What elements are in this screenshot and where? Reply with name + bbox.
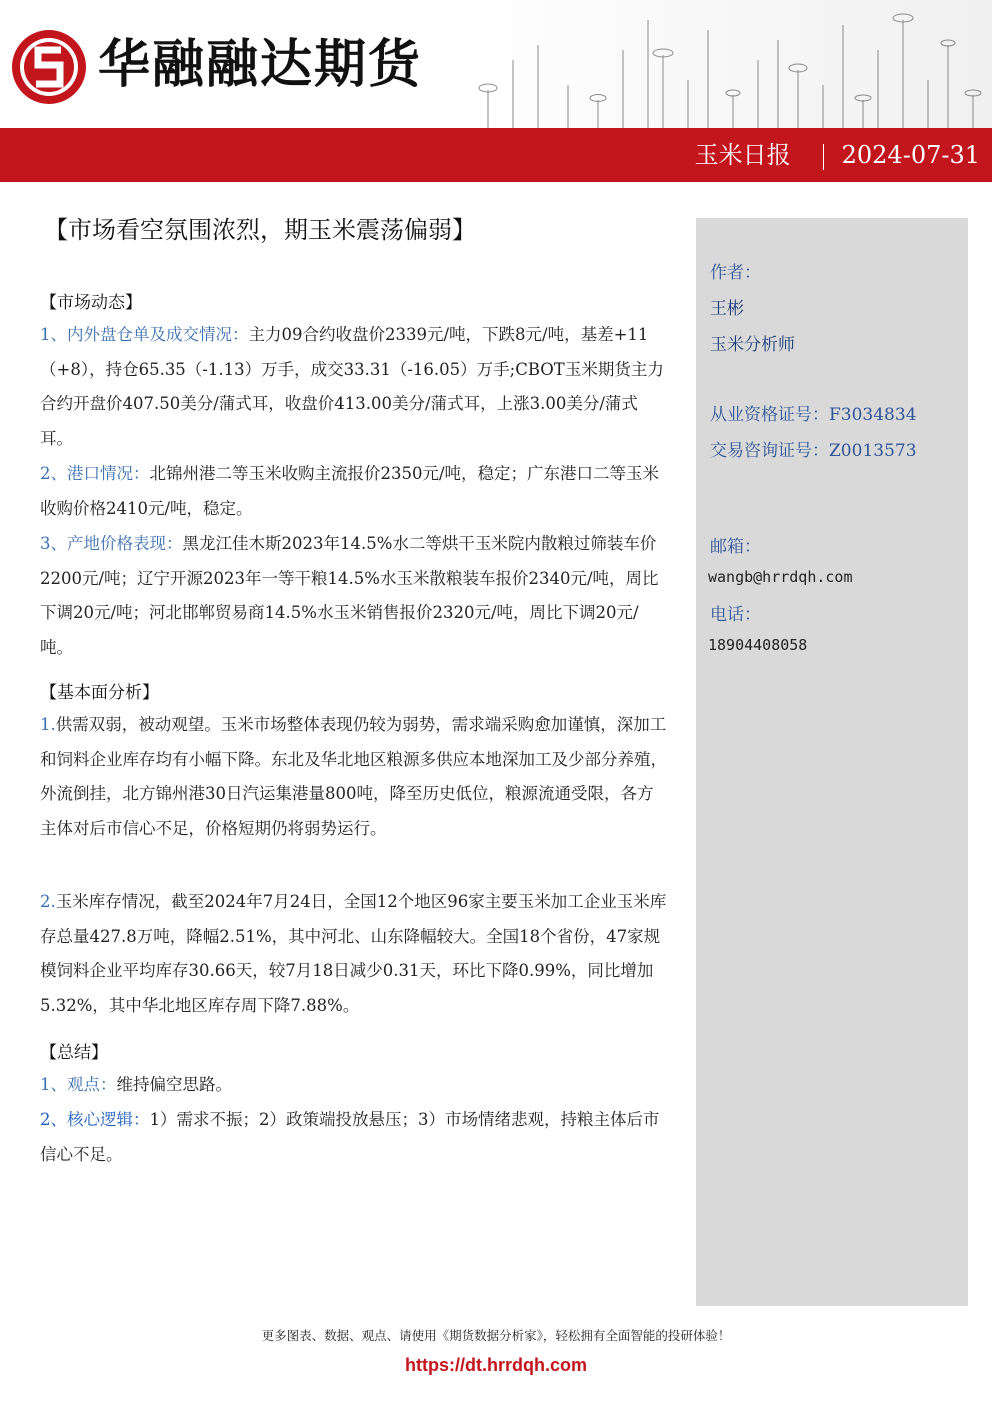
author-label: 作者： [710,263,761,283]
fundamental-item-2 [40,885,668,1023]
summary-item-1-text: 维持偏空思路。 [116,1075,232,1094]
report-type: 玉米日报 [694,141,791,169]
section-heading-market: 【市场动态】 [40,293,142,313]
report-header [0,0,992,130]
author-sidebar [696,218,968,1306]
market-item-3-text: 黑龙江佳木斯2023年14.5%水二等烘干玉米院内散粮过筛装车价2200元/吨；辽宁开源2023年一等干粮14.5%水玉米散粮装车报价2340元/吨，周比下调20元/吨；河北邯郸贸易商14.5%水玉米销售报价2320元/吨，周比下调20元/吨。 [40,534,659,657]
fundamental-item-2-text: 玉米库存情况，截至2024年7月24日，全国12个地区96家主要玉米加工企业玉米库存总量427.8万吨，降幅2.51%，其中河北、山东降幅较大。全国18个省份，47家规模饲料企业平均库存30.66天，较7月18日减少0.31天，环比下降0.99%，同比增加5.32%，其中华北地区库存周下降7.88%。 [40,892,667,1015]
author-name: 王彬 [710,299,744,319]
summary-item-1-label: 1、观点： [40,1075,117,1094]
market-item-1 [40,318,668,456]
market-item-2 [40,457,668,526]
market-item-1-text: 主力09合约收盘价2339元/吨，下跌8元/吨，基差+11（+8），持仓65.35（-1.13）万手，成交33.31（-16.05）万手;CBOT玉米期货主力合约开盘价407.50美分/蒲式耳，收盘价413.00美分/蒲式耳，上涨3.00美分/蒲式耳。 [40,325,664,448]
summary-item-1 [40,1068,668,1103]
fundamental-item-1-text: 供需双弱，被动观望。玉米市场整体表现仍较为弱势，需求端采购愈加谨慎，深加工和饲料企业库存均有小幅下降。东北及华北地区粮源多供应本地深加工及少部分养殖，外流倒挂，北方锦州港30日汽运集港量800吨，降至历史低位，粮源流通受限，各方主体对后市信心不足，价格短期仍将弱势运行。 [40,715,667,838]
market-item-1-label: 1、内外盘仓单及成交情况： [40,325,249,344]
company-logo-icon [10,28,88,106]
summary-item-2-label: 2、核心逻辑： [40,1110,150,1129]
market-item-2-label: 2、港口情况： [40,464,150,483]
footer-promo: 更多图表、数据、观点、请使用《期货数据分析家》，轻松拥有全面智能的投研体验！ [261,1328,731,1343]
qualification-number: 从业资格证号：F3034834 [710,405,917,425]
market-item-3-label: 3、产地价格表现： [40,534,183,553]
fundamental-item-1-label: 1. [40,715,56,734]
decorative-lines-icon [458,0,992,130]
footer-url-link[interactable]: https://dt.hrrdqh.com [405,1355,587,1375]
phone-label: 电话： [710,605,761,625]
author-title: 玉米分析师 [710,335,795,355]
report-title: 【市场看空氛围浓烈，期玉米震荡偏弱】 [44,216,476,244]
report-date: 2024-07-31 [841,141,980,169]
summary-item-2 [40,1103,668,1172]
summary-item-2-text: 1）需求不振；2）政策端投放悬压；3）市场情绪悲观，持粮主体后市信心不足。 [40,1110,660,1164]
report-banner [0,128,992,182]
market-item-3 [40,527,668,665]
email-label: 邮箱： [710,537,761,557]
consulting-number: 交易咨询证号：Z0013573 [710,441,917,461]
section-heading-fundamental: 【基本面分析】 [40,683,159,703]
company-name: 华融融达期货 [98,35,423,95]
banner-divider [823,144,824,170]
section-heading-summary: 【总结】 [40,1043,108,1063]
market-item-2-text: 北锦州港二等玉米收购主流报价2350元/吨，稳定；广东港口二等玉米收购价格2410元/吨，稳定。 [40,464,660,518]
email-value: wangb@hrrdqh.com [708,568,853,586]
fundamental-item-2-label: 2. [40,892,56,911]
fundamental-item-1 [40,708,668,846]
phone-value: 18904408058 [708,636,808,654]
